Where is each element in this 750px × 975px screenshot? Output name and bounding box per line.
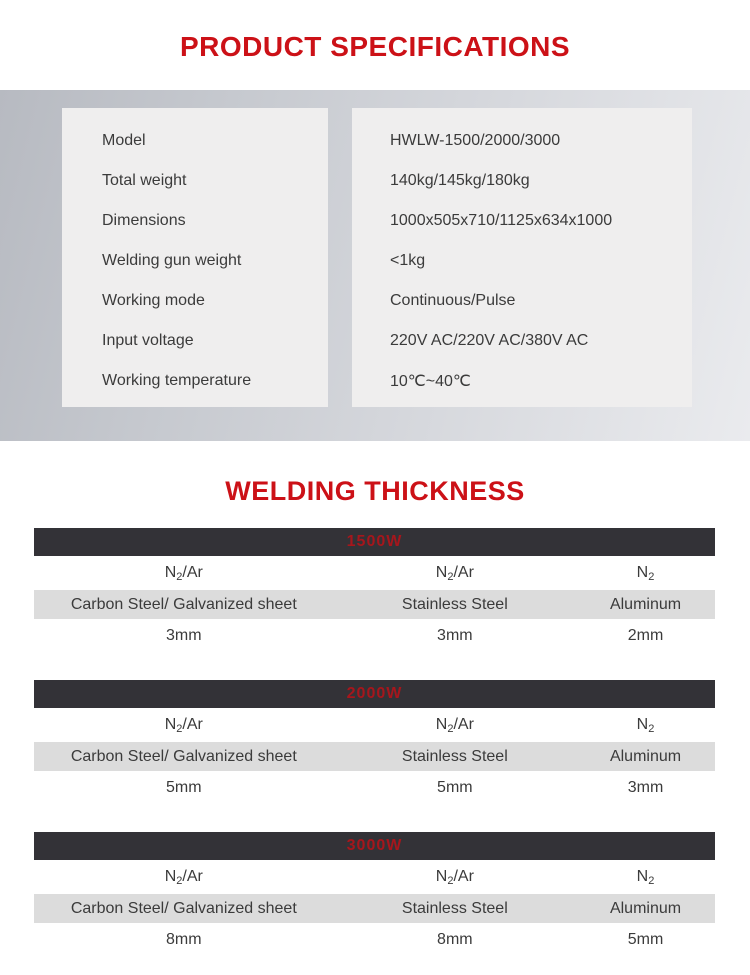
gas-cell: [34, 556, 334, 590]
product-specifications-title: PRODUCT SPECIFICATIONS: [179, 31, 571, 62]
spec-label-model: Model: [102, 132, 146, 149]
material-cell: Aluminum: [609, 595, 682, 613]
spec-label-working-mode: Working mode: [102, 292, 205, 309]
thickness-cell: 3mm: [166, 626, 202, 644]
material-cell: Stainless Steel: [401, 747, 508, 765]
thickness-cell: 8mm: [437, 930, 473, 948]
material-cell: Carbon Steel/ Galvanized sheet: [70, 595, 297, 613]
gas-cell: [34, 860, 334, 894]
material-cell: Aluminum: [609, 899, 682, 917]
power-bar: [34, 680, 715, 708]
power-label: 2000W: [346, 685, 403, 702]
gas-symbol: N: [636, 868, 649, 885]
spec-value-model: HWLW-1500/2000/3000: [390, 132, 561, 149]
thickness-row: [34, 923, 715, 956]
welding-thickness-title: WELDING THICKNESS: [225, 476, 525, 506]
gas-row: [34, 860, 715, 894]
gas-mix: /Ar: [453, 716, 474, 733]
power-label: 3000W: [346, 837, 403, 854]
thickness-cell: 5mm: [166, 778, 202, 796]
gas-mix: /Ar: [182, 564, 203, 581]
gas-mix: /Ar: [453, 564, 474, 581]
specs-panel: [0, 90, 750, 441]
material-row: [34, 742, 715, 771]
gas-mix: /Ar: [182, 868, 203, 885]
thickness-cell: 8mm: [166, 930, 202, 948]
gas-subscript: 2: [176, 570, 183, 583]
gas-cell: [34, 708, 334, 742]
spec-labels-box: [62, 108, 328, 407]
gas-symbol: N: [435, 868, 448, 885]
gas-subscript: 2: [648, 874, 655, 887]
spec-value-working-mode: Continuous/Pulse: [390, 292, 516, 309]
spec-label-dimensions: Dimensions: [102, 212, 186, 229]
gas-symbol: N: [435, 716, 448, 733]
gas-symbol: N: [636, 564, 649, 581]
thickness-row: [34, 771, 715, 804]
gas-cell: [334, 708, 576, 742]
gas-subscript: 2: [176, 874, 183, 887]
material-cell: Stainless Steel: [401, 595, 508, 613]
thickness-cell: 5mm: [437, 778, 473, 796]
gas-cell: [576, 860, 715, 894]
gas-symbol: N: [164, 564, 177, 581]
spec-label-working-temperature: Working temperature: [102, 372, 252, 389]
thickness-cell: 3mm: [437, 626, 473, 644]
gas-symbol: N: [164, 868, 177, 885]
thickness-table-3000w: [34, 832, 715, 956]
spec-value-total-weight: 140kg/145kg/180kg: [390, 172, 530, 189]
spec-value-dimensions: 1000x505x710/1125x634x1000: [390, 212, 613, 229]
gas-row: [34, 708, 715, 742]
gas-symbol: N: [164, 716, 177, 733]
gas-cell: [576, 556, 715, 590]
spec-label-gun-weight: Welding gun weight: [102, 252, 242, 269]
thickness-row: [34, 619, 715, 652]
spec-values-box: [352, 108, 692, 407]
gas-symbol: N: [636, 716, 649, 733]
thickness-tables: [34, 528, 715, 975]
gas-cell: [334, 556, 576, 590]
material-cell: Carbon Steel/ Galvanized sheet: [70, 747, 297, 765]
spec-label-input-voltage: Input voltage: [102, 332, 194, 349]
thickness-cell: 3mm: [627, 778, 664, 796]
gas-subscript: 2: [176, 722, 183, 735]
material-cell: Stainless Steel: [401, 899, 508, 917]
material-cell: Carbon Steel/ Galvanized sheet: [70, 899, 297, 917]
power-bar: [34, 832, 715, 860]
gas-row: [34, 556, 715, 590]
spec-value-working-temperature: 10℃~40℃: [390, 373, 471, 390]
spec-label-total-weight: Total weight: [102, 172, 187, 189]
spec-value-input-voltage: 220V AC/220V AC/380V AC: [390, 332, 589, 349]
power-bar: [34, 528, 715, 556]
thickness-table-2000w: [34, 680, 715, 804]
gas-subscript: 2: [648, 570, 655, 583]
gas-subscript: 2: [447, 722, 454, 735]
gas-cell: [334, 860, 576, 894]
thickness-table-1500w: [34, 528, 715, 652]
material-row: [34, 894, 715, 923]
power-label: 1500W: [346, 533, 403, 550]
thickness-cell: 2mm: [627, 626, 664, 644]
gas-subscript: 2: [648, 722, 655, 735]
gas-mix: /Ar: [182, 716, 203, 733]
gas-subscript: 2: [447, 874, 454, 887]
material-row: [34, 590, 715, 619]
thickness-cell: 5mm: [627, 930, 664, 948]
gas-cell: [576, 708, 715, 742]
gas-symbol: N: [435, 564, 448, 581]
gas-mix: /Ar: [453, 868, 474, 885]
material-cell: Aluminum: [609, 747, 682, 765]
gas-subscript: 2: [447, 570, 454, 583]
spec-value-gun-weight: <1kg: [390, 252, 426, 269]
